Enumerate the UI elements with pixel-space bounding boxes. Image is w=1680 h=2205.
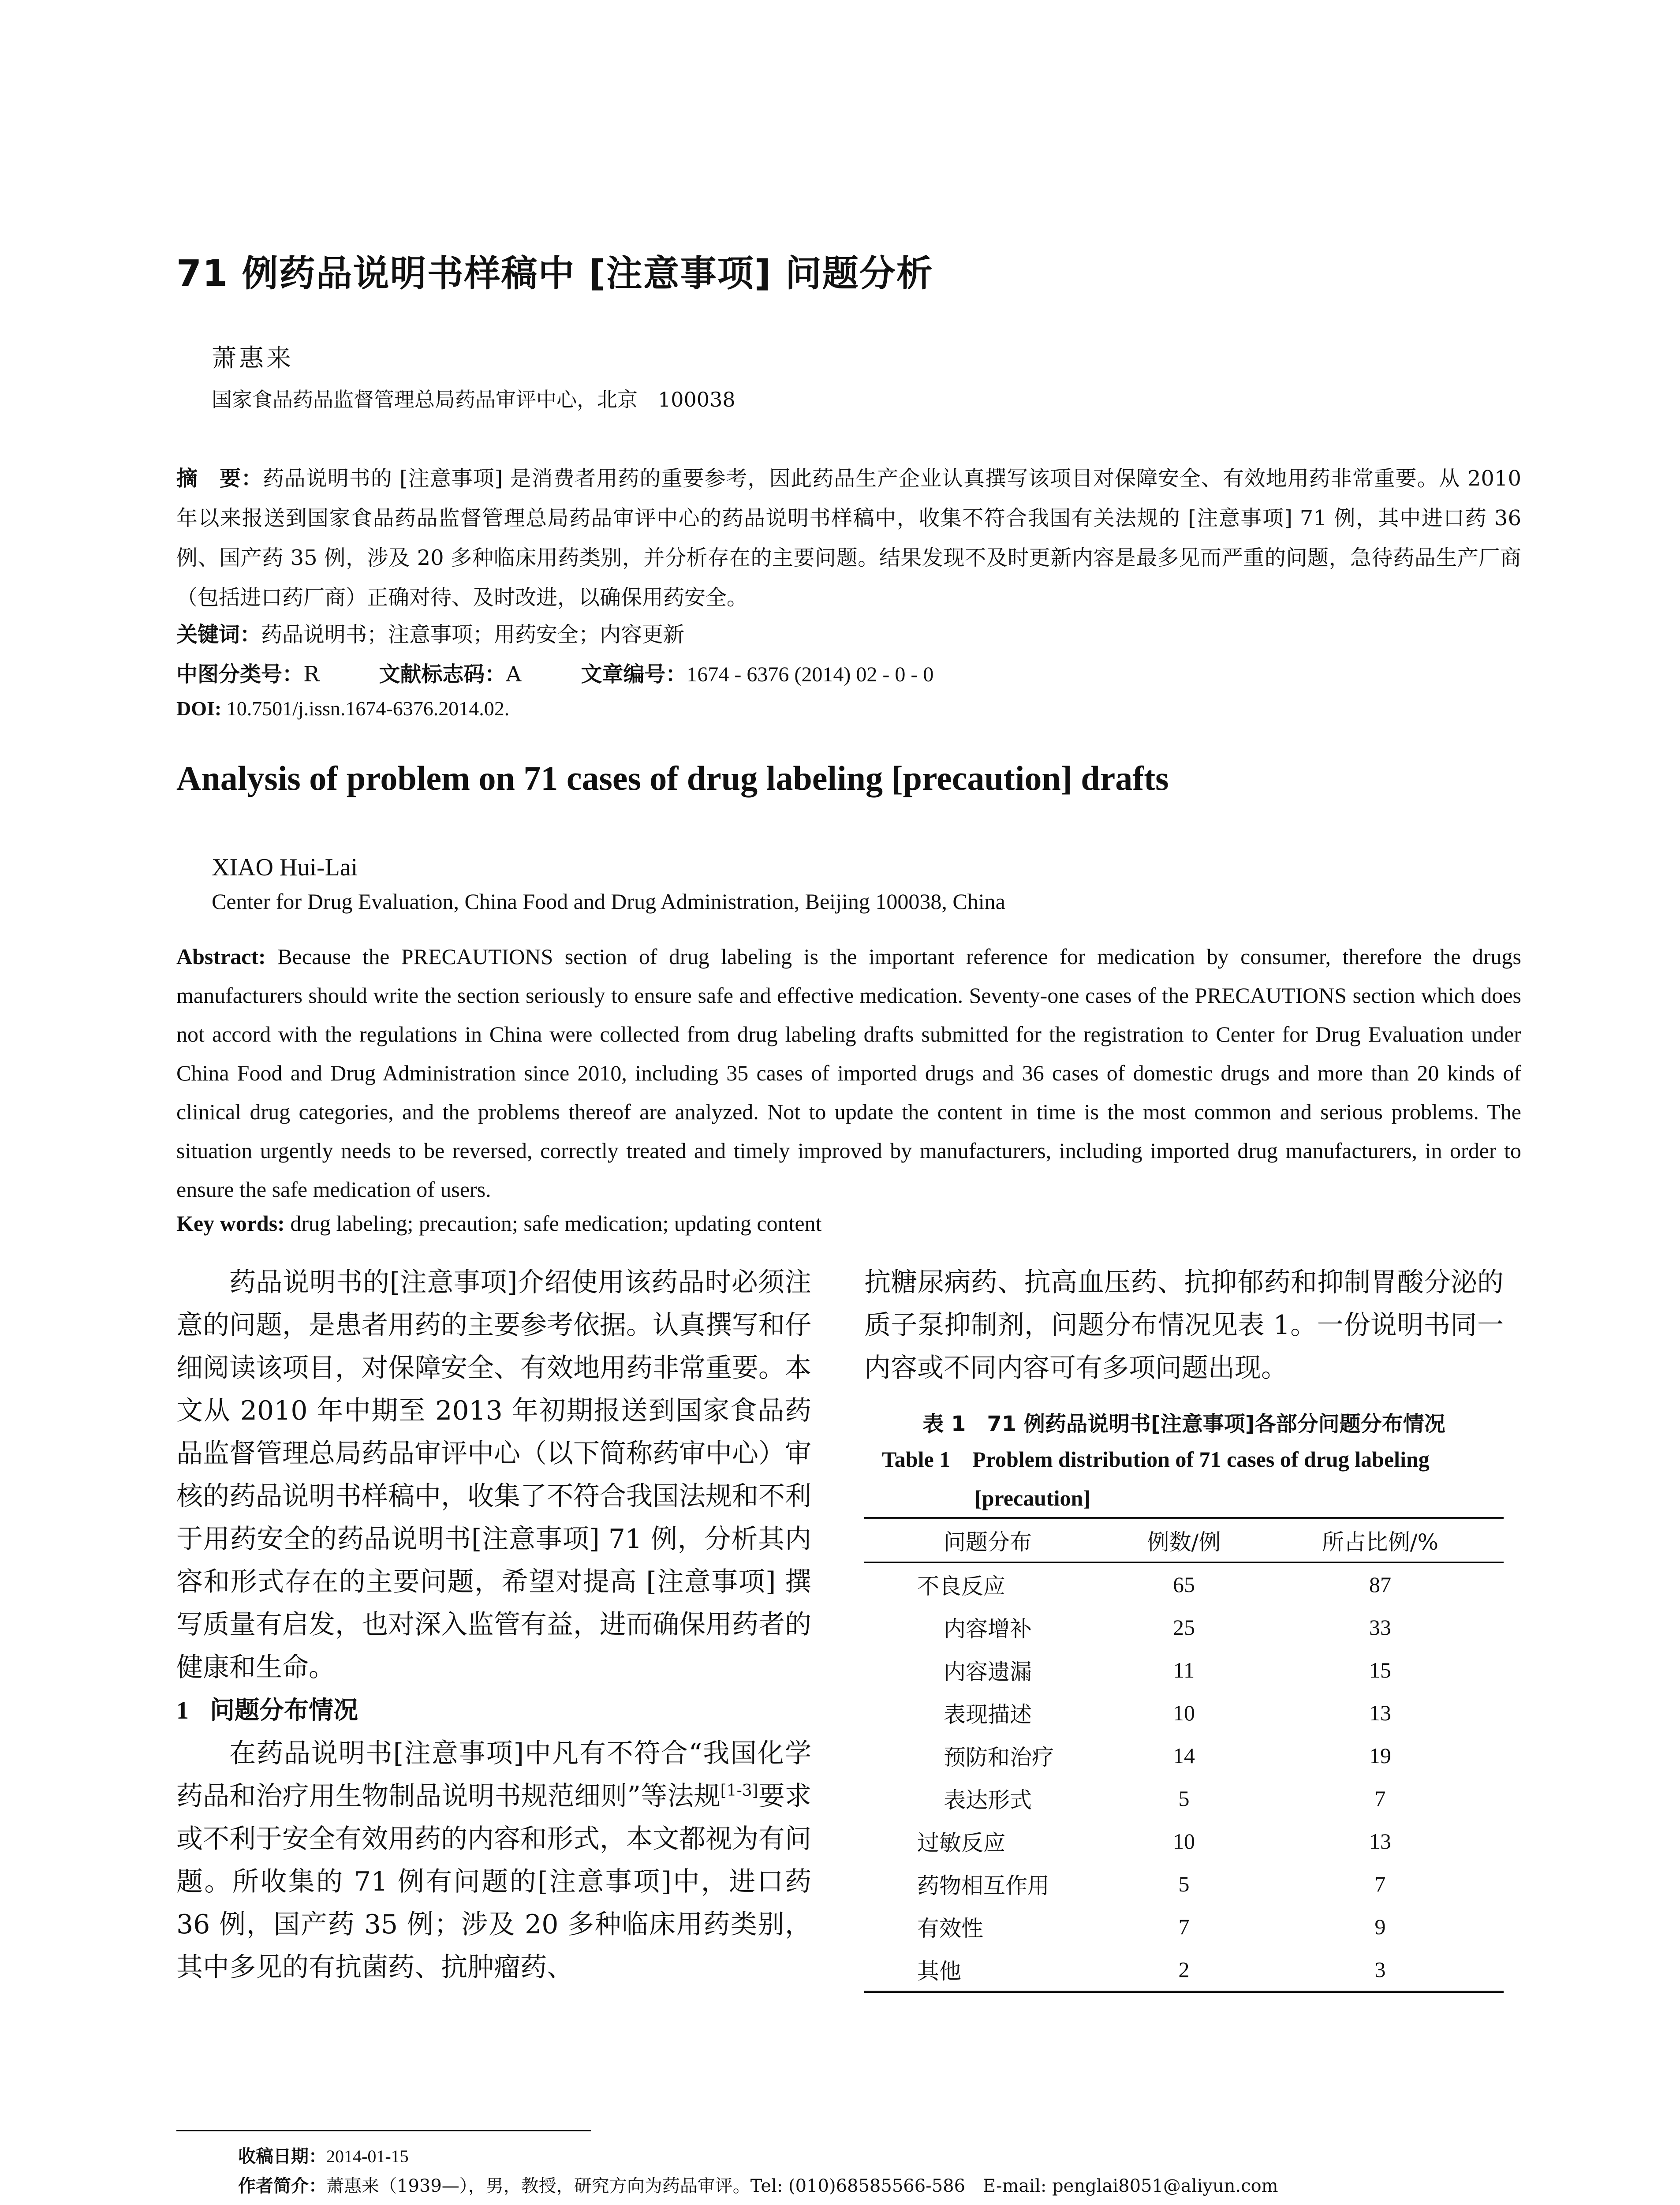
table-cell: 25 [1173,1615,1195,1640]
abstract-cn-label: 摘 要： [176,466,263,491]
body-paragraph-1: 药品说明书的[注意事项]介绍使用该药品时必须注意的问题，是患者用药的主要参考依据。认真撰写和仔细阅读该项目，对保障安全、有效地用药非常重要。本文从 2010 年中期至 2013 年初期报送到国家食品药品监督管理总局药品审评中心（以下简称药审中心）审核的药品说明书样稿中，收集了不符合我国法规和不利于用药安全的药品说明书[注意事项] 71 例，分析其内容和形式存在的主要问题，希望对提高 [注意事项] 撰写质量有启发，也对深入监管有益，进而确保用药者的健康和生命。 [176,1267,811,1683]
affiliation-en: Center for Drug Evaluation, China Food and Drug Administration, Beijing 100038, China [212,889,1005,914]
keywords-en [176,1211,822,1236]
keywords-en-label: Key words: [176,1211,285,1236]
table-header: 所占比例/% [1257,1518,1504,1562]
bio-text: 萧惠来（1939—），男，教授，研究方向为药品审评。Tel: (010)68585566-586 E-mail: penglai8051@aliyun.com [326,2176,1278,2196]
article-no-item [581,662,933,687]
table-cell: 15 [1369,1657,1391,1682]
table-cell: 过敏反应 [917,1830,1005,1856]
table-header: 问题分布 [864,1518,1111,1562]
table-cell: 3 [1257,1948,1504,1992]
table-header: 例数/例 [1111,1518,1257,1562]
keywords-cn-label: 关键词： [176,622,261,647]
keywords-cn [176,617,684,648]
table-cell: 2 [1111,1948,1257,1992]
bio-label: 作者简介： [238,2176,326,2196]
table-cell: 不良反应 [917,1573,1005,1599]
article-no-value: 1674 - 6376 (2014) 02 - 0 - 0 [687,663,934,686]
table-row [864,1905,1504,1948]
classification-line [176,657,933,688]
table-cell: 5 [1178,1786,1190,1811]
body-paragraph-2-b: 要求或不利于安全有效用药的内容和形式，本文都视为有问题。所收集的 71 例有问题的[注意事项]中，进口药 36 例，国产药 35 例；涉及 20 多种临床用药类别，其中多见的有抗菌药、抗肿瘤药、 [176,1781,811,1983]
keywords-cn-text: 药品说明书；注意事项；用药安全；内容更新 [261,622,685,647]
table-header-row [864,1518,1504,1562]
clc-value: R [303,662,320,687]
table-cell: 内容遗漏 [944,1659,1032,1685]
table-row [864,1862,1504,1905]
abstract-cn-text: 药品说明书的 [注意事项] 是消费者用药的重要参考，因此药品生产企业认真撰写该项目对保障安全、有效地用药非常重要。从 2010 年以来报送到国家食品药品监督管理总局药品审评中心的药品说明书样稿中，收集不符合我国有关法规的 [注意事项] 71 例，其中进口药 36 例、国产药 35 例，涉及 20 多种临床用药类别，并分析存在的主要问题。结果发现不及时更新内容是最多见而严重的问题，急待药品生产厂商（包括进口药厂商）正确对待、及时改进，以确保用药安全。 [176,466,1521,610]
table-row [864,1648,1504,1691]
table-row [864,1820,1504,1862]
citation-ref: [1-3] [720,1782,758,1800]
table-cell: 19 [1369,1743,1391,1768]
table-cell: 9 [1374,1914,1386,1939]
paper-title-en: Analysis of problem on 71 cases of drug labeling [precaution] drafts [176,759,1169,797]
paper-title-cn: 71 例药品说明书样稿中 [注意事项] 问题分析 [176,253,933,295]
keywords-en-text: drug labeling; precaution; safe medication; updating content [290,1211,822,1236]
clc-item [176,662,319,687]
table-cell: 13 [1369,1828,1391,1854]
doc-code-value: A [506,662,522,687]
section-title: 问题分布情况 [210,1696,358,1725]
abstract-cn [176,459,1521,617]
section-heading-1 [176,1689,811,1732]
table-caption-cn: 表 1 71 例药品说明书[注意事项]各部分问题分布情况 [922,1412,1445,1436]
table-caption-en-line1: Table 1 Problem distribution of 71 cases of drug labeling [882,1447,1430,1472]
doc-code-item [379,662,521,687]
abstract-en [176,937,1521,1209]
table-row [864,1562,1504,1606]
clc-label: 中图分类号： [176,662,304,687]
body-paragraph-2 [176,1732,811,1989]
footnote-received [238,2142,409,2168]
table-row [864,1606,1504,1648]
footnote-author-bio [238,2172,1278,2197]
table-cell: 11 [1173,1657,1195,1682]
table-cell: 10 [1173,1828,1195,1854]
table-cell: 表现描述 [944,1701,1032,1727]
table-row [864,1948,1504,1992]
body-column-left [176,1261,811,1989]
received-label: 收稿日期： [238,2146,326,2167]
table-cell: 65 [1173,1572,1195,1597]
doi-label: DOI: [176,697,222,720]
article-no-label: 文章编号： [581,662,687,687]
body-paragraph-2-continued: 抗糖尿病药、抗高血压药、抗抑郁药和抑制胃酸分泌的质子泵抑制剂，问题分布情况见表 1。一份说明书同一内容或不同内容可有多项问题出现。 [864,1267,1504,1383]
affiliation-cn: 国家食品药品监督管理总局药品审评中心，北京 100038 [212,388,735,411]
table-row [864,1691,1504,1734]
table-cell: 表达形式 [944,1787,1032,1813]
body-column-right [864,1261,1504,1390]
footnote-divider [176,2130,591,2131]
table-cell: 87 [1369,1572,1391,1597]
table-row [864,1734,1504,1777]
table-caption-en-line2: [precaution] [974,1486,1090,1510]
abstract-en-label: Abstract: [176,944,266,969]
table-cell: 14 [1173,1743,1195,1768]
table-cell: 其他 [864,1948,1111,1992]
received-date: 2014-01-15 [326,2146,409,2166]
table-row [864,1777,1504,1820]
table-cell: 33 [1369,1615,1391,1640]
section-number: 1 [176,1697,189,1724]
table-caption-en [864,1440,1504,1517]
author-en: XIAO Hui-Lai [212,854,358,881]
table-cell: 预防和治疗 [944,1744,1054,1770]
table-cell: 7 [1178,1914,1190,1939]
table-cell: 5 [1178,1871,1190,1896]
table-cell: 有效性 [917,1915,983,1941]
author-cn: 萧惠来 [212,344,294,373]
body-paragraph-2-a: 在药品说明书[注意事项]中凡有不符合“我国化学药品和治疗用生物制品说明书规范细则”等法规 [176,1738,811,1812]
table-cell: 13 [1369,1700,1391,1725]
table-cell: 7 [1374,1871,1386,1896]
table-cell: 7 [1374,1786,1386,1811]
table-cell: 10 [1173,1700,1195,1725]
table-cell: 药物相互作用 [917,1872,1049,1899]
doi-value: 10.7501/j.issn.1674-6376.2014.02. [226,697,510,720]
doi-line [176,697,509,720]
abstract-en-text: Because the PRECAUTIONS section of drug labeling is the important reference for medication by consumer, therefore the drugs manufacturers should write the section seriously to ensure safe and effective medication. Seventy-one cases of the PRECAUTIONS section which does not accord with the regulations in China were collected from drug labeling drafts submitted for the registration to Center for Drug Evaluation under China Food and Drug Administration since 2010, including 35 cases of imported drugs and 36 cases of domestic drugs and more than 20 kinds of clinical drug categories, and the problems thereof are analyzed. Not to update the content in time is the most common and serious problems. The situation urgently needs to be reversed, correctly treated and timely improved by manufacturers, including imported drug manufacturers, in order to ensure the safe medication of users. [176,944,1522,1202]
problem-distribution-table [864,1517,1504,1993]
table-cell: 内容增补 [944,1616,1032,1642]
doc-code-label: 文献标志码： [379,662,506,687]
